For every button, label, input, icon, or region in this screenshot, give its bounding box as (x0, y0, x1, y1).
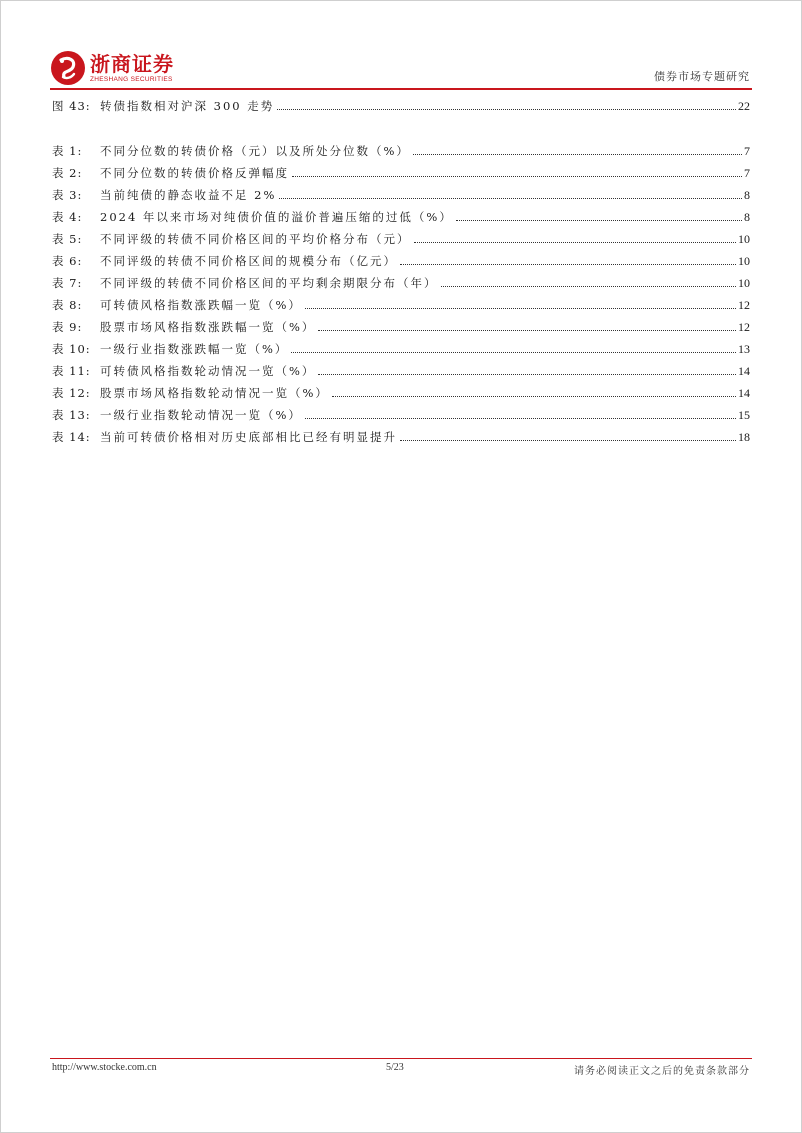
toc-entry[interactable] (52, 341, 750, 357)
toc-entry-label: 表 11: (52, 364, 91, 378)
toc-entry-title: 可转债风格指数轮动情况一览（%） (100, 364, 316, 378)
toc-entry-page: 14 (738, 386, 750, 400)
toc-entry[interactable] (52, 231, 750, 247)
toc-entry[interactable] (52, 209, 750, 225)
toc-entry-page: 10 (738, 276, 750, 290)
toc-entry-label: 表 1: (52, 144, 83, 158)
footer-divider (50, 1058, 752, 1059)
toc-entry-label: 表 12: (52, 386, 91, 400)
toc-entry-page: 18 (738, 430, 750, 444)
toc-leader-dots (279, 194, 742, 199)
toc-entry-page: 14 (738, 364, 750, 378)
toc-entry-label: 表 13: (52, 408, 91, 422)
toc-entry-page: 10 (738, 232, 750, 246)
toc-entry-page: 13 (738, 342, 750, 356)
toc-entry[interactable] (52, 363, 750, 379)
toc-entry-page: 10 (738, 254, 750, 268)
toc-entry-label: 表 4: (52, 210, 83, 224)
toc-entry-label: 表 6: (52, 254, 83, 268)
toc-entry-title: 不同评级的转债不同价格区间的规模分布（亿元） (100, 254, 397, 268)
toc-leader-dots (400, 436, 736, 441)
toc-entry-page: 7 (744, 144, 750, 158)
toc-leader-dots (332, 392, 736, 397)
toc-entry-page: 12 (738, 320, 750, 334)
toc-entry-title: 股票市场风格指数涨跌幅一览（%） (100, 320, 316, 334)
toc-entry-label: 表 10: (52, 342, 91, 356)
toc-entry[interactable] (52, 385, 750, 401)
toc-leader-dots (318, 370, 736, 375)
toc-entry-title: 当前可转债价格相对历史底部相比已经有明显提升 (100, 430, 397, 444)
toc-entry-title: 可转债风格指数涨跌幅一览（%） (100, 298, 302, 312)
toc-entry-label: 表 8: (52, 298, 83, 312)
toc-entry-title: 不同评级的转债不同价格区间的平均剩余期限分布（年） (100, 276, 438, 290)
toc-entry-page: 12 (738, 298, 750, 312)
toc-entry[interactable] (52, 429, 750, 445)
toc-leader-dots (400, 260, 736, 265)
toc-entry[interactable] (52, 407, 750, 423)
zheshang-logo-icon (50, 50, 86, 86)
toc-entry[interactable] (52, 297, 750, 313)
toc-entry-page: 15 (738, 408, 750, 422)
toc-leader-dots (318, 326, 736, 331)
toc-entry-title: 不同分位数的转债价格反弹幅度 (100, 166, 289, 180)
toc-entry-page: 8 (744, 210, 750, 224)
toc-entry[interactable] (52, 275, 750, 291)
company-logo (50, 50, 174, 86)
toc-entry-page: 22 (738, 99, 750, 113)
toc-entry-label: 表 5: (52, 232, 83, 246)
footer-website-link[interactable]: http://www.stocke.com.cn (52, 1062, 157, 1073)
logo-chinese-name: 浙商证券 (90, 51, 174, 76)
toc-entry[interactable] (52, 165, 750, 181)
toc-entry-title: 一级行业指数涨跌幅一览（%） (100, 342, 289, 356)
footer-disclaimer: 请务必阅读正文之后的免责条款部分 (574, 1066, 750, 1077)
toc-entry-title: 股票市场风格指数轮动情况一览（%） (100, 386, 329, 400)
toc-leader-dots (305, 304, 736, 309)
toc-leader-dots (456, 216, 742, 221)
toc-entry-title: 一级行业指数轮动情况一览（%） (100, 408, 302, 422)
toc-leader-dots (291, 348, 736, 353)
logo-english-name: ZHESHANG SECURITIES (90, 75, 173, 83)
toc-entry-page: 7 (744, 166, 750, 180)
toc-entry[interactable] (52, 253, 750, 269)
toc-entry-title: 转债指数相对沪深 300 走势 (100, 99, 275, 113)
toc-leader-dots (277, 105, 736, 110)
toc-entry-page: 8 (744, 188, 750, 202)
toc-leader-dots (413, 150, 742, 155)
toc-leader-dots (305, 414, 736, 419)
report-type: 债券市场专题研究 (654, 70, 750, 83)
header-divider (50, 88, 752, 90)
toc-leader-dots (414, 238, 737, 243)
toc-entry-label: 表 7: (52, 276, 83, 290)
toc-entry-title: 不同分位数的转债价格（元）以及所处分位数（%） (100, 144, 410, 158)
toc-entry-title: 不同评级的转债不同价格区间的平均价格分布（元） (100, 232, 411, 246)
toc-entry[interactable] (52, 98, 750, 114)
toc-entry[interactable] (52, 187, 750, 203)
toc-entry-label: 图 43: (52, 99, 91, 113)
toc-entry-label: 表 14: (52, 430, 91, 444)
toc-entry-label: 表 9: (52, 320, 83, 334)
footer-page-number: 5/23 (386, 1062, 404, 1073)
toc-leader-dots (441, 282, 737, 287)
toc-entry[interactable] (52, 143, 750, 159)
toc-entry-title: 2024 年以来市场对纯债价值的溢价普遍压缩的过低（%） (100, 210, 453, 224)
toc-entry-label: 表 2: (52, 166, 83, 180)
toc-leader-dots (292, 172, 742, 177)
toc-entry-label: 表 3: (52, 188, 83, 202)
toc-entry[interactable] (52, 319, 750, 335)
toc-entry-title: 当前纯债的静态收益不足 2% (100, 188, 277, 202)
